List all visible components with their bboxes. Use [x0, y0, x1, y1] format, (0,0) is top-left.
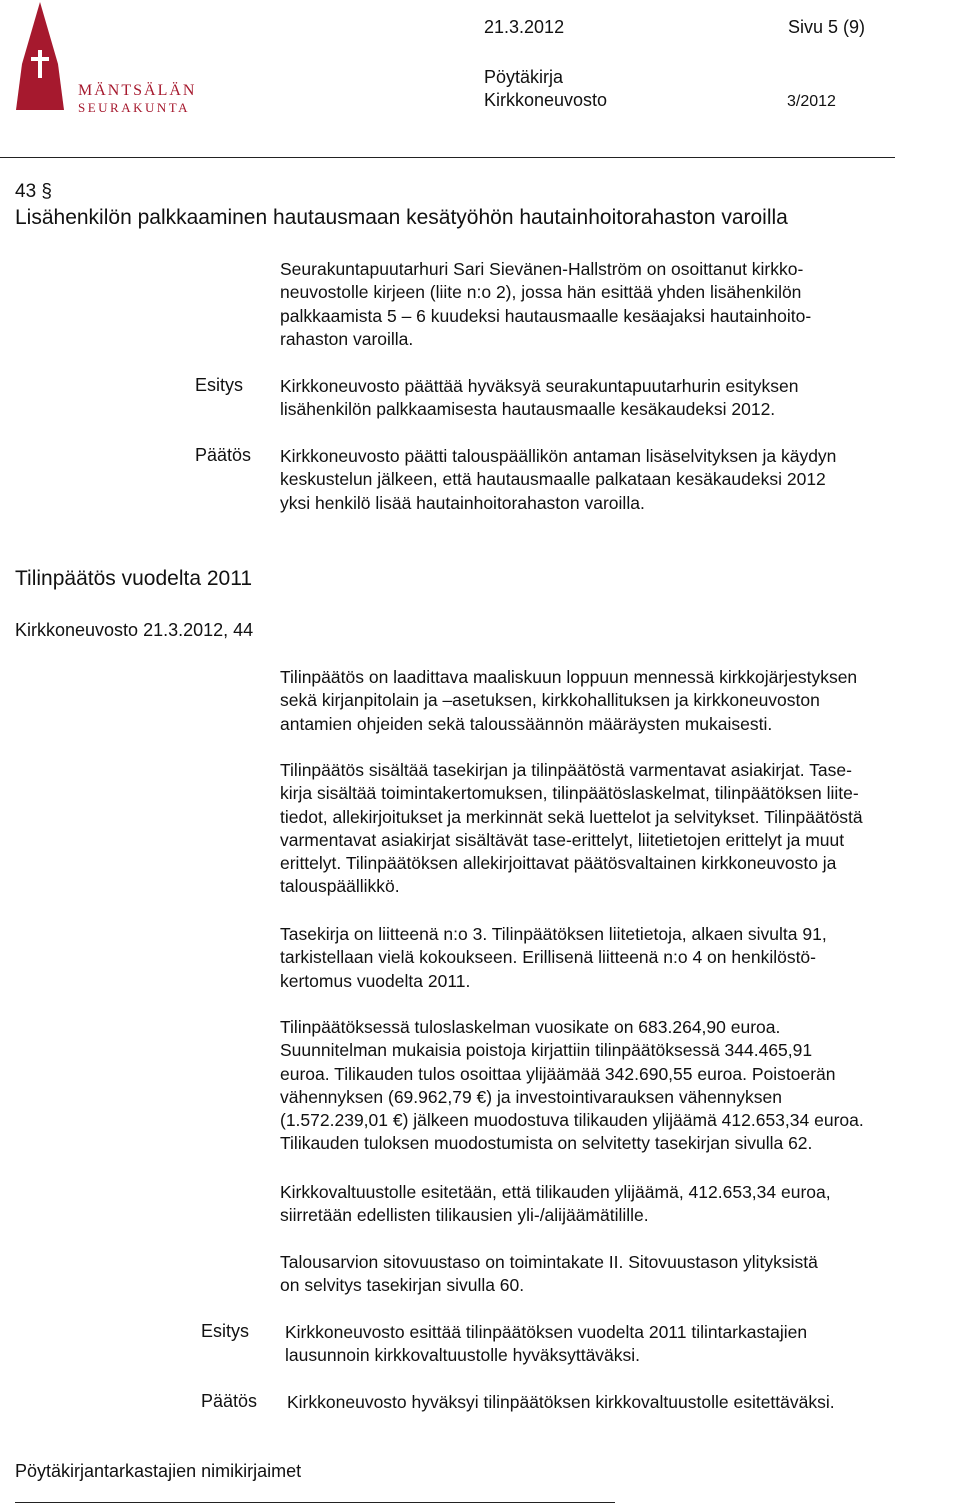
logo-name-line1: MÄNTSÄLÄN: [78, 82, 197, 99]
decision-label: Päätös: [195, 445, 252, 465]
text-line: siirretään edellisten tilikausien yli-/alijäämätilille.: [280, 1205, 649, 1226]
text-line: lisähenkilön palkkaamisesta hautausmaalle kesäkaudeksi 2012.: [280, 399, 776, 420]
text-line: Kirkkoneuvosto esittää tilinpäätöksen vuodelta 2011 tilintarkastajien: [285, 1322, 808, 1342]
header-divider: [0, 157, 895, 158]
text-line: sekä kirjanpitolain ja –asetuksen, kirkkohallituksen ja kirkkoneuvoston: [280, 690, 820, 711]
text-line: Talousarvion sitovuustaso on toimintakate II. Sitovuustason ylityksistä: [280, 1252, 818, 1272]
section-reference: Kirkkoneuvosto 21.3.2012, 44: [15, 620, 254, 640]
text-line: kertomus vuodelta 2011.: [280, 970, 471, 991]
text-line: Suunnitelman mukaisia poistoja kirjattiin tilinpäätöksessä 344.465,91: [280, 1040, 813, 1061]
text-line: Tilinpäätös on laadittava maaliskuun loppuun mennessä kirkkojärjestyksen: [280, 667, 858, 687]
logo: [12, 0, 197, 115]
decision-text: [280, 445, 960, 515]
text-line: Kirkkoneuvosto päätti talouspäällikön antaman lisäselvityksen ja käydyn: [280, 446, 837, 466]
header-date: 21.3.2012: [484, 17, 565, 37]
logo-name-line2: SEURAKUNTA: [78, 100, 191, 115]
church-cross-icon: [12, 0, 68, 112]
paragraph: [280, 1181, 960, 1228]
header-doc-type: Pöytäkirja: [484, 67, 564, 87]
paragraph: [280, 1016, 960, 1156]
text-line: Kirkkoneuvosto hyväksyi tilinpäätöksen kirkkovaltuustolle esitettäväksi.: [287, 1392, 835, 1412]
proposal-label: Esitys: [195, 375, 244, 395]
initials-line: [15, 1502, 615, 1503]
section-intro: [280, 258, 960, 351]
text-line: Tilinpäätöksessä tuloslaskelman vuosikate on 683.264,90 euroa.: [280, 1017, 781, 1037]
header-page-number: Sivu 5 (9): [788, 17, 866, 37]
text-line: Kirkkovaltuustolle esitetään, että tilikauden ylijäämä, 412.653,34 euroa,: [280, 1182, 831, 1202]
text-line: tarkistellaan vielä kokoukseen. Erillisenä liitteenä n:o 4 on henkilöstö-: [280, 947, 816, 968]
text-line: erittelyt. Tilinpäätöksen allekirjoittavat päätösvaltainen kirkkoneuvosto ja: [280, 853, 837, 874]
proposal-label: Esitys: [201, 1321, 250, 1341]
section-number-value: 43: [15, 181, 37, 202]
initials-label: Pöytäkirjantarkastajien nimikirjaimet: [15, 1461, 302, 1481]
text-line: Tilikauden tuloksen muodostumista on selvitetty tasekirjan sivulla 62.: [280, 1133, 813, 1154]
text-line: talouspäällikkö.: [280, 876, 400, 897]
paragraph: [280, 666, 960, 736]
text-line: Seurakuntapuutarhuri Sari Sievänen-Hallström on osoittanut kirkko-: [280, 259, 804, 279]
section-title: Tilinpäätös vuodelta 2011: [15, 567, 252, 590]
text-line: kirja sisältää toimintakertomuksen, tilinpäätöslaskelmat, tilinpäätöksen liite-: [280, 783, 859, 804]
header-body: Kirkkoneuvosto: [484, 90, 608, 110]
proposal-text: [285, 1321, 955, 1368]
text-line: varmentavat asiakirjat sisältävät tase-erittelyt, liitetietojen erittelyt ja muut: [280, 829, 845, 850]
text-line: Tilinpäätös sisältää tasekirjan ja tilinpäätöstä varmentavat asiakirjat. Tase-: [280, 760, 852, 780]
text-line: neuvostolle kirjeen (liite n:o 2), jossa hän esittää yhden lisähenkilön: [280, 282, 802, 303]
text-line: palkkaamista 5 – 6 kuudeksi hautausmaalle kesäajaksi hautainhoito-: [280, 305, 812, 326]
text-line: euroa. Tilikauden tulos osoittaa ylijäämää 342.690,55 euroa. Poistoerän: [280, 1063, 836, 1084]
text-line: tiedot, allekirjoitukset ja merkinnät sekä luettelot ja selvitykset. Tilinpäätöstä: [280, 806, 863, 827]
text-line: rahaston varoilla.: [280, 328, 414, 349]
paragraph: [280, 759, 960, 899]
section-sign: §: [41, 181, 52, 202]
header-meeting-number: 3/2012: [787, 93, 836, 110]
section-title: Lisähenkilön palkkaaminen hautausmaan kesätyöhön hautainhoitorahaston varoilla: [15, 206, 788, 229]
text-line: antamien ohjeiden sekä taloussäännön määräysten mukaisesti.: [280, 713, 773, 734]
text-line: yksi henkilö lisää hautainhoitorahaston varoilla.: [280, 492, 645, 513]
proposal-text: [280, 375, 960, 422]
text-line: vähennyksen (69.962,79 €) ja investointivarauksen vähennyksen: [280, 1086, 782, 1107]
text-line: keskustelun jälkeen, että hautausmaalle palkataan kesäkaudeksi 2012: [280, 469, 826, 490]
paragraph: [280, 923, 960, 993]
text-line: Tasekirja on liitteenä n:o 3. Tilinpäätöksen liitetietoja, alkaen sivulta 91,: [280, 924, 827, 944]
decision-label: Päätös: [201, 1391, 258, 1411]
section-number: [15, 181, 52, 203]
text-line: lausunnoin kirkkovaltuustolle hyväksyttäväksi.: [285, 1345, 641, 1366]
text-line: (1.572.239,01 €) jälkeen muodostuva tilikauden ylijäämä 412.653,34 euroa.: [280, 1110, 864, 1131]
text-line: on selvitys tasekirjan sivulla 60.: [280, 1275, 525, 1296]
text-line: Kirkkoneuvosto päättää hyväksyä seurakuntapuutarhurin esityksen: [280, 376, 799, 396]
decision-text: [287, 1391, 957, 1414]
paragraph: [280, 1251, 960, 1298]
